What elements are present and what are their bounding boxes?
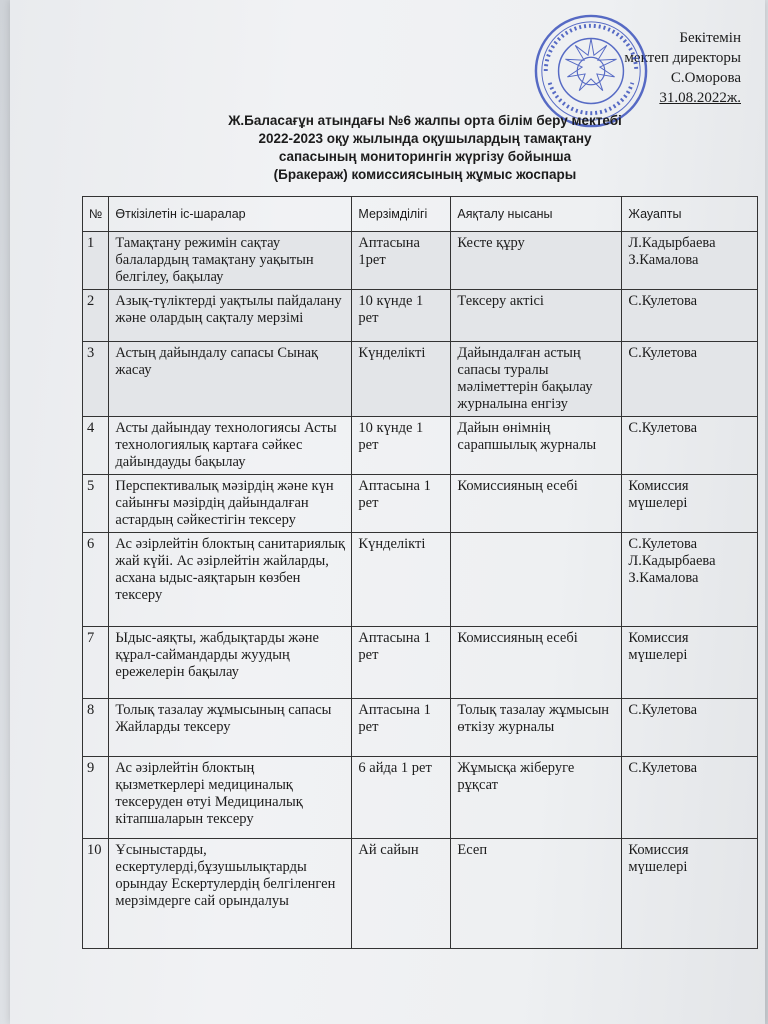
row-form: Толық тазалау жұмысын өткізу журналы xyxy=(451,699,622,757)
header-period: Мерзімділігі xyxy=(352,197,451,232)
row-responsible: С.Кулетова Л.Кадырбаева З.Камалова xyxy=(622,533,758,627)
row-activity: Азық-түліктерді уақтылы пайдалану және олардың сақталу мерзімі xyxy=(109,290,352,342)
row-form: Есеп xyxy=(451,839,622,949)
table-row xyxy=(83,627,758,699)
row-period: 10 күнде 1 рет xyxy=(352,417,451,475)
row-period: Аптасына 1рет xyxy=(352,232,451,290)
table-row xyxy=(83,342,758,417)
row-form: Комиссияның есебі xyxy=(451,475,622,533)
row-responsible: Л.Кадырбаева З.Камалова xyxy=(622,232,758,290)
row-form xyxy=(451,533,622,627)
row-responsible: Комиссия мүшелері xyxy=(622,475,758,533)
row-period: 6 айда 1 рет xyxy=(352,757,451,839)
row-number: 1 xyxy=(83,232,109,290)
row-number: 3 xyxy=(83,342,109,417)
row-number: 5 xyxy=(83,475,109,533)
row-period: Аптасына 1 рет xyxy=(352,627,451,699)
row-activity: Ұсыныстарды, ескертулерді,бұзушылықтарды орындау Ескертулердің белгіленген мерзімдерге сай орындалуы xyxy=(109,839,352,949)
row-responsible: С.Кулетова xyxy=(622,699,758,757)
row-form: Тексеру актісі xyxy=(451,290,622,342)
row-activity: Асты дайындау технологиясы Асты технологиялық картаға сәйкес дайындауды бақылау xyxy=(109,417,352,475)
row-period: Күнделікті xyxy=(352,533,451,627)
row-number: 9 xyxy=(83,757,109,839)
row-activity: Перспективалық мәзірдің және күн сайынғы мәзірдің дайындалған астардың сәйкестігін тексеру xyxy=(109,475,352,533)
row-responsible: Комиссия мүшелері xyxy=(622,839,758,949)
row-activity: Астың дайындалу сапасы Сынақ жасау xyxy=(109,342,352,417)
header-responsible: Жауапты xyxy=(622,197,758,232)
header-number: № xyxy=(83,197,109,232)
title-line: Ж.Баласағұн атындағы №6 жалпы орта білім беру мектебі xyxy=(228,113,622,128)
row-period: Аптасына 1 рет xyxy=(352,699,451,757)
title-line: сапасының мониторингін жүргізу бойынша xyxy=(278,149,572,164)
row-number: 10 xyxy=(83,839,109,949)
row-activity: Ас әзірлейтін блоктың санитариялық жай күйі. Ас әзірлейтін жайларды, асхана ыдыс-аяқтарын көзбен тексеру xyxy=(109,533,352,627)
table-row xyxy=(83,475,758,533)
row-number: 6 xyxy=(83,533,109,627)
row-period: Ай сайын xyxy=(352,839,451,949)
approval-position: мектеп директоры xyxy=(624,50,741,66)
approval-name: С.Оморова xyxy=(670,70,741,86)
row-number: 7 xyxy=(83,627,109,699)
row-activity: Толық тазалау жұмысының сапасы Жайларды тексеру xyxy=(109,699,352,757)
work-plan-table xyxy=(82,196,758,949)
header-activity: Өткізілетін іс-шаралар xyxy=(109,197,352,232)
table-row xyxy=(83,290,758,342)
row-period: Аптасына 1 рет xyxy=(352,475,451,533)
table-header-row xyxy=(83,197,758,232)
row-period: Күнделікті xyxy=(352,342,451,417)
title-line: 2022-2023 оқу жылында оқушылардың тамақтану xyxy=(258,131,592,146)
row-form: Жұмысқа жіберуге рұқсат xyxy=(451,757,622,839)
table-row xyxy=(83,533,758,627)
title-line: (Бракераж) комиссиясының жұмыс жоспары xyxy=(273,167,577,182)
row-number: 4 xyxy=(83,417,109,475)
header-form: Аяқталу нысаны xyxy=(451,197,622,232)
row-number: 2 xyxy=(83,290,109,342)
row-activity: Ыдыс-аяқты, жабдықтарды және құрал-саймандарды жуудың ережелерін бақылау xyxy=(109,627,352,699)
table-row xyxy=(83,417,758,475)
row-period: 10 күнде 1 рет xyxy=(352,290,451,342)
row-responsible: С.Кулетова xyxy=(622,342,758,417)
table-row xyxy=(83,232,758,290)
row-activity: Тамақтану режимін сақтау балалардың тамақтану уақытын белгілеу, бақылау xyxy=(109,232,352,290)
row-form: Дайындалған астың сапасы туралы мәліметтерін бақылау журналына енгізу xyxy=(451,342,622,417)
approval-line: Бекітемін xyxy=(679,30,741,46)
row-responsible: С.Кулетова xyxy=(622,417,758,475)
document-title xyxy=(190,112,660,184)
table-row xyxy=(83,839,758,949)
approval-date: 31.08.2022ж. xyxy=(659,90,741,106)
row-responsible: С.Кулетова xyxy=(622,757,758,839)
table-row xyxy=(83,699,758,757)
row-responsible: С.Кулетова xyxy=(622,290,758,342)
row-form: Дайын өнімнің сарапшылық журналы xyxy=(451,417,622,475)
row-responsible: Комиссия мүшелері xyxy=(622,627,758,699)
row-form: Кесте құру xyxy=(451,232,622,290)
table-row xyxy=(83,757,758,839)
row-form: Комиссияның есебі xyxy=(451,627,622,699)
row-number: 8 xyxy=(83,699,109,757)
row-activity: Ас әзірлейтін блоктың қызметкерлері медициналық тексеруден өтуі Медициналық кітапшаларын тексеру xyxy=(109,757,352,839)
